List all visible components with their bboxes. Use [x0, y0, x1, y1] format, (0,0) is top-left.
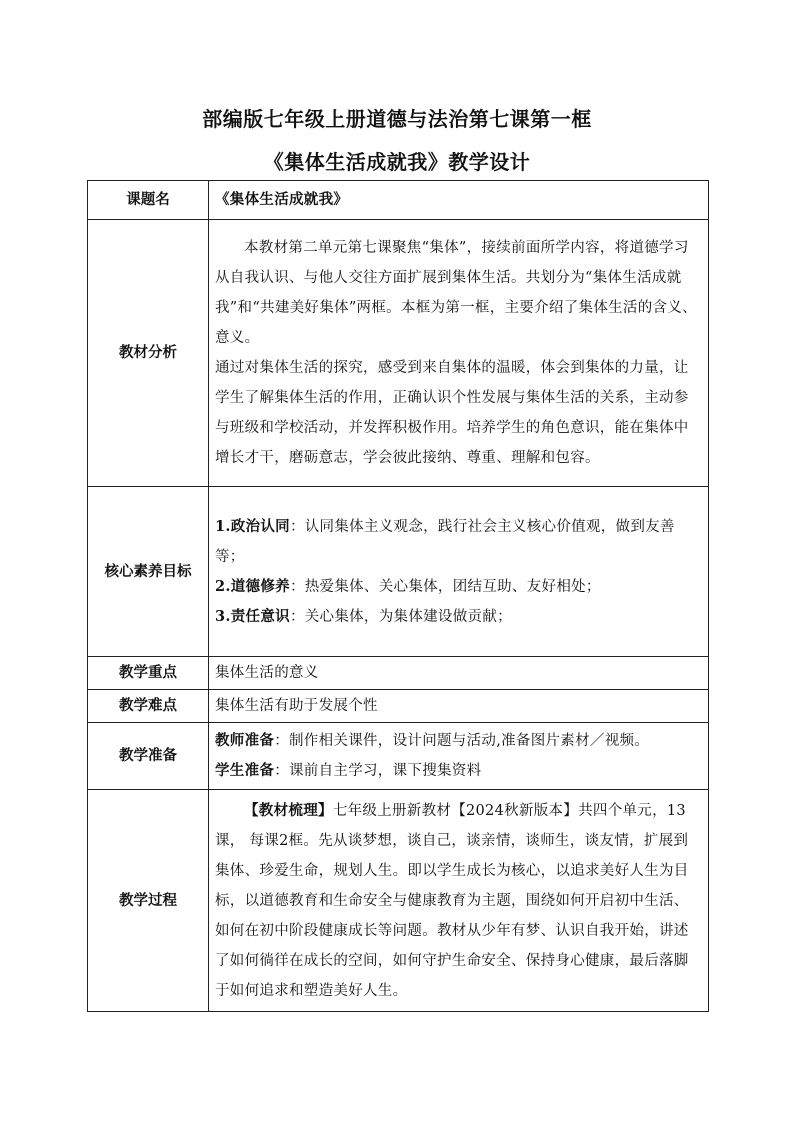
label-difficulty: 教学难点: [88, 690, 209, 723]
value-literacy: [209, 487, 709, 657]
student-preparation: [215, 756, 702, 786]
analysis-paragraph-1: 本教材第二单元第七课聚焦“集体”，接续前面所学内容，将道德学习从自我认识、与他人交往方面扩展到集体生活。共划分为“集体生活成就我”和“共建美好集体”两框。本框为第一框，主要介绍了集体生活的含义、意义。: [215, 240, 697, 346]
label-literacy: 核心素养目标: [88, 487, 209, 657]
row-process: [88, 790, 709, 1012]
literacy-item: [215, 572, 702, 602]
value-difficulty: 集体生活有助于发展个性: [209, 690, 709, 723]
value-key: 集体生活的意义: [209, 657, 709, 690]
label-analysis: 教材分析: [88, 220, 209, 487]
process-lead: 【教材梳理】: [244, 801, 333, 819]
teacher-preparation-text: ：制作相关课件，设计问题与活动,准备图片素材／视频。: [274, 733, 650, 749]
literacy-item-text: ：热爱集体、关心集体，团结互助、友好相处；: [289, 578, 601, 595]
process-text: 七年级上册新教材【2024秋新版本】共四个单元，13课， 每课2框。先从谈梦想，谈自己，谈亲情，谈师生，谈友情，扩展到集体、珍爱生命，规划人生。即以学生成长为核心，以追求美好人生为目标，以道德教育和生命安全与健康教育为主题，围绕如何开启初中生活、如何在初中阶段健康成长等问题。教材从少年有梦、认识自我开始，讲述了如何徜徉在成长的空间，如何守护生命安全、保持身心健康，最后落脚于如何追求和塑造美好人生。: [215, 802, 689, 999]
literacy-item-title: 1.政治认同: [215, 517, 290, 535]
document-title-line1: 部编版七年级上册道德与法治第七课第一框: [202, 107, 592, 131]
row-key: [88, 657, 709, 690]
student-preparation-text: ：课前自主学习，课下搜集资料: [274, 763, 482, 779]
literacy-item-title: 3.责任意识: [215, 607, 290, 625]
process-paragraph: [215, 796, 702, 1006]
literacy-item: [215, 512, 702, 572]
row-literacy: [88, 487, 709, 657]
value-preparation: [209, 723, 709, 790]
label-topic: 课题名: [88, 181, 209, 220]
value-process: [209, 790, 709, 1012]
literacy-item: [215, 602, 702, 632]
label-preparation: 教学准备: [88, 723, 209, 790]
teacher-preparation-title: 教师准备: [215, 732, 275, 749]
literacy-item-title: 2.道德修养: [215, 577, 290, 595]
row-topic: [88, 181, 709, 220]
row-preparation: [88, 723, 709, 790]
teacher-preparation: [215, 726, 702, 756]
row-analysis: [88, 220, 709, 487]
literacy-item-text: ：关心集体，为集体建设做贡献；: [289, 608, 512, 625]
literacy-item-text: ：认同集体主义观念，践行社会主义核心价值观，做到友善等；: [215, 518, 675, 565]
row-difficulty: [88, 690, 709, 723]
lesson-plan-table: [87, 180, 709, 1012]
student-preparation-title: 学生准备: [215, 762, 275, 779]
label-process: 教学过程: [88, 790, 209, 1012]
value-topic: 《集体生活成就我》: [209, 181, 709, 220]
label-key: 教学重点: [88, 657, 209, 690]
value-analysis: [209, 220, 709, 487]
analysis-paragraph-2: 通过对集体生活的探究，感受到来自集体的温暖，体会到集体的力量，让学生了解集体生活的作用，正确认识个性发展与集体生活的关系，主动参与班级和学校活动，并发挥积极作用。培养学生的角色意识，能在集体中增长才干，磨砺意志，学会彼此接纳、尊重、理解和包容。: [215, 360, 689, 466]
document-title-line2: 《集体生活成就我》教学设计: [263, 150, 531, 174]
